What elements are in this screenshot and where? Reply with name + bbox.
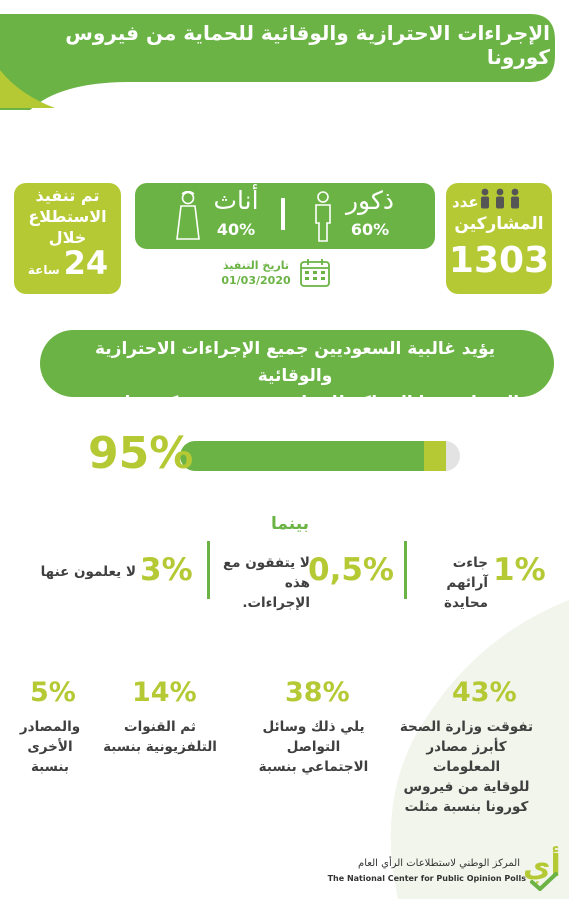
participants-label-2: المشاركين xyxy=(454,214,544,234)
opinion-neutral-line-1: جاءت آرائهم xyxy=(446,555,488,591)
support-progress-fill xyxy=(180,441,446,471)
opinion-unaware-percent: 3% xyxy=(140,552,193,588)
source-other-line-3: بنسبة xyxy=(30,759,69,775)
org-name-arabic: المركز الوطني لاستطلاعات الرأي العام xyxy=(358,858,520,869)
source-tv-percent: 14% xyxy=(132,677,197,708)
source-social-percent: 38% xyxy=(285,677,350,708)
participants-count: 1303 xyxy=(448,240,550,281)
people-icon xyxy=(478,188,522,210)
source-tv-line-2: التلفزيونية بنسبة xyxy=(103,739,217,755)
opinion-divider-1 xyxy=(404,541,407,599)
date-value: 01/03/2020 xyxy=(221,274,291,287)
opinion-unaware-text: لا يعلمون عنها xyxy=(40,564,136,580)
opinion-disagree-text xyxy=(214,553,310,613)
org-name-english: The National Center for Public Opinion Polls xyxy=(327,874,526,883)
female-label: أناث xyxy=(213,186,259,215)
source-other-line-2: الأخرى xyxy=(27,739,73,755)
duration-unit: ساعة xyxy=(27,263,60,277)
opinion-disagree-line-2: هذه الإجراءات. xyxy=(242,575,310,611)
source-other-line-1: والمصادر xyxy=(19,719,81,735)
source-other-percent: 5% xyxy=(30,677,76,708)
source-social-line-1: يلي ذلك وسائل التواصل xyxy=(262,719,365,755)
duration-line-3: خلال xyxy=(48,228,87,247)
while-label: بينما xyxy=(270,514,310,534)
survey-result-line-1: يؤيد غالبية السعوديين جميع الإجراءات الاحترازية والوقائية xyxy=(94,339,495,386)
participants-label-1: عدد xyxy=(452,193,479,211)
duration-hours: 24 xyxy=(63,244,109,282)
calendar-icon xyxy=(299,258,331,288)
duration-hours-row xyxy=(28,244,108,288)
duration-line-1: تم تنفيذ xyxy=(35,186,100,205)
male-percent: 60% xyxy=(350,220,390,239)
page-title: الإجراءات الاحترازية والوقائية للحماية من فيروس كورونا xyxy=(65,21,550,69)
support-percent: 95% xyxy=(88,428,194,479)
male-label: ذكور xyxy=(345,186,395,215)
source-health-line-4: كورونا بنسبة مثلت xyxy=(404,799,529,815)
survey-result-line-2: التي اتخذتها المملكة للحماية من فيروس كورونا بنسبة xyxy=(70,393,520,413)
source-health-line-1: تفوقت وزارة الصحة xyxy=(399,719,534,735)
support-progress-marker xyxy=(424,441,446,471)
source-health-line-3: للوقاية من فيروس xyxy=(403,779,530,795)
survey-result-text xyxy=(60,336,530,417)
male-icon xyxy=(312,191,334,243)
checkmark-icon xyxy=(530,872,558,892)
duration-line-2: الاستطلاع xyxy=(28,207,107,226)
opinion-neutral-line-2: محايدة xyxy=(444,595,488,611)
source-other-text xyxy=(10,717,90,777)
source-social-text xyxy=(236,717,391,777)
logo-mark: أي xyxy=(523,849,561,884)
female-percent: 40% xyxy=(216,220,256,239)
opinion-neutral-percent: 1% xyxy=(493,552,546,588)
source-social-line-2: الاجتماعي بنسبة xyxy=(258,759,369,775)
source-tv-text xyxy=(100,717,220,757)
source-health-text xyxy=(394,717,539,817)
opinion-disagree-line-1: لا يتفقون مع xyxy=(222,555,310,571)
source-health-percent: 43% xyxy=(452,677,517,708)
date-label: تاريخ التنفيذ xyxy=(222,259,290,272)
support-progress-bar xyxy=(180,441,460,471)
source-health-line-2: كأبرز مصادر المعلومات xyxy=(426,739,507,775)
gender-divider xyxy=(281,198,285,230)
opinion-disagree-percent: 0,5% xyxy=(308,552,394,588)
source-tv-line-1: ثم القنوات xyxy=(124,719,196,735)
opinion-divider-2 xyxy=(207,541,210,599)
female-icon xyxy=(175,191,201,243)
